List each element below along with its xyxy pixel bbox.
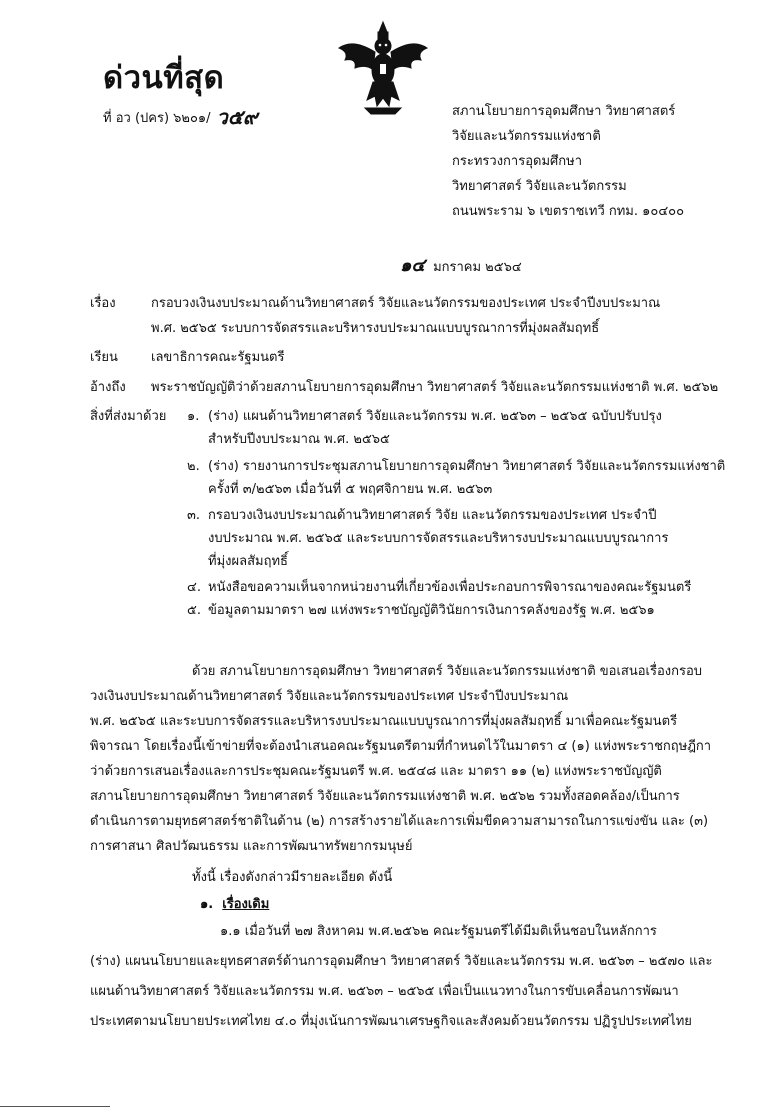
body-line: พ.ศ. ๒๕๖๕ และระบบการจัดสรรและบริหารงบประมาณแบบบูรณาการที่มุ่งผลสัมฤทธิ์ มาเพื่อคณะรัฐมนตรี: [90, 714, 678, 729]
document-number: [103, 99, 258, 131]
enclosure-line: (ร่าง) แผนด้านวิทยาศาสตร์ วิจัยและนวัตกรรม พ.ศ. ๒๕๖๓ – ๒๕๖๕ ฉบับปรับปรุง: [208, 409, 662, 424]
addressee: เลขาธิการคณะรัฐมนตรี: [151, 350, 285, 365]
enclosure-line: ครั้งที่ ๓/๒๕๖๓ เมื่อวันที่ ๕ พฤศจิกายน พ.ศ. ๒๕๖๓: [208, 482, 493, 497]
date-month-year: มกราคม ๒๕๖๔: [433, 260, 522, 275]
enclosure-line: ที่มุ่งผลสัมฤทธิ์: [208, 554, 288, 569]
subject-line: พ.ศ. ๒๕๖๕ ระบบการจัดสรรและบริหารงบประมาณแบบบูรณาการที่มุ่งผลสัมฤทธิ์: [151, 321, 600, 336]
subject-label: เรื่อง: [90, 296, 116, 311]
sender-address-line: ถนนพระราม ๖ เขตราชเทวี กทม. ๑๐๔๐๐: [452, 204, 685, 219]
enclosure-line: กรอบวงเงินงบประมาณด้านวิทยาศาสตร์ วิจัย และนวัตกรรมของประเทศ ประจำปี: [208, 508, 657, 523]
body-line: (ร่าง) แผนนโยบายและยุทธศาสตร์ด้านการอุดมศึกษา วิทยาศาสตร์ วิจัยและนวัตกรรม พ.ศ. ๒๕๖๓ – ๒๕๗๐ และ: [90, 954, 713, 969]
enclosure-number: ๒.: [187, 459, 200, 474]
document-number-handwritten: ว๕๙: [216, 105, 258, 129]
enclosure-line: สำหรับปีงบประมาณ พ.ศ. ๒๕๖๕: [208, 432, 390, 447]
addressee-label: เรียน: [90, 350, 118, 365]
enclosure-number: ๕.: [187, 603, 201, 618]
body-line: ด้วย สภานโยบายการอุดมศึกษา วิทยาศาสตร์ วิจัยและนวัตกรรมแห่งชาติ ขอเสนอเรื่องกรอบ: [192, 664, 703, 679]
page-divider: [0, 1106, 110, 1107]
reference-label: อ้างถึง: [90, 380, 126, 395]
enclosure-number: ๓.: [187, 508, 201, 523]
body-line: วงเงินงบประมาณด้านวิทยาศาสตร์ วิจัยและนวัตกรรมของประเทศ ประจำปีงบประมาณ: [90, 689, 569, 704]
enclosures-label: สิ่งที่ส่งมาด้วย: [90, 409, 167, 424]
enclosure-number: ๑.: [187, 409, 200, 424]
body-line: ๑.๑ เมื่อวันที่ ๒๗ สิงหาคม พ.ศ.๒๕๖๒ คณะรัฐมนตรีได้มีมติเห็นชอบในหลักการ: [220, 924, 657, 939]
subject-line: กรอบวงเงินงบประมาณด้านวิทยาศาสตร์ วิจัยและนวัตกรรมของประเทศ ประจำปีงบประมาณ: [151, 296, 661, 311]
body-line: พิจารณา โดยเรื่องนี้เข้าข่ายที่จะต้องนำเสนอคณะรัฐมนตรีตามที่กำหนดไว้ในมาตรา ๔ (๑) แห่งพระราชกฤษฎีกา: [90, 739, 712, 754]
body-line: การศาสนา ศิลปวัฒนธรรม และการพัฒนาทรัพยากรมนุษย์: [90, 839, 413, 854]
enclosure-line: ข้อมูลตามมาตรา ๒๗ แห่งพระราชบัญญัติวินัยการเงินการคลังของรัฐ พ.ศ. ๒๕๖๑: [208, 603, 655, 618]
enclosure-line: (ร่าง) รายงานการประชุมสภานโยบายการอุดมศึกษา วิทยาศาสตร์ วิจัยและนวัตกรรมแห่งชาติ: [208, 459, 726, 474]
sender-address-line: วิทยาศาสตร์ วิจัยและนวัตกรรม: [452, 179, 627, 194]
sender-address-line: สภานโยบายการอุดมศึกษา วิทยาศาสตร์: [452, 104, 676, 119]
document-number-prefix: ที่ อว (ปคร) ๖๒๐๑/: [103, 111, 211, 126]
enclosure-number: ๔.: [187, 580, 201, 595]
enclosure-line: งบประมาณ พ.ศ. ๒๕๖๕ และระบบการจัดสรรและบริหารงบประมาณแบบบูรณาการ: [208, 531, 669, 546]
section-number: ๑.: [200, 897, 214, 912]
detail-intro: ทั้งนี้ เรื่องดังกล่าวมีรายละเอียด ดังนี้: [192, 870, 393, 885]
garuda-emblem-icon: [333, 18, 433, 118]
enclosure-line: หนังสือขอความเห็นจากหน่วยงานที่เกี่ยวข้องเพื่อประกอบการพิจารณาของคณะรัฐมนตรี: [208, 580, 692, 595]
body-line: ว่าด้วยการเสนอเรื่องและการประชุมคณะรัฐมนตรี พ.ศ. ๒๕๔๘ และ มาตรา ๑๑ (๒) แห่งพระราชบัญญัติ: [90, 764, 662, 779]
section-title: เรื่องเดิม: [222, 897, 270, 912]
reference: พระราชบัญญัติว่าด้วยสภานโยบายการอุดมศึกษา วิทยาศาสตร์ วิจัยและนวัตกรรมแห่งชาติ พ.ศ. ๒๕๖๒: [151, 380, 719, 395]
sender-address-line: วิจัยและนวัตกรรมแห่งชาติ: [452, 129, 601, 144]
body-line: สภานโยบายการอุดมศึกษา วิทยาศาสตร์ วิจัยและนวัตกรรมแห่งชาติ พ.ศ. ๒๕๖๒ รวมทั้งสอดคล้อง/เป็นการ: [90, 789, 680, 804]
section-heading: [200, 893, 269, 914]
date-day-handwritten: ๑๔: [400, 255, 426, 276]
urgency-heading: ด่วนที่สุด: [103, 60, 225, 96]
document-date: [400, 250, 522, 279]
sender-address-line: กระทรวงการอุดมศึกษา: [452, 154, 582, 169]
body-line: แผนด้านวิทยาศาสตร์ วิจัยและนวัตกรรม พ.ศ. ๒๕๖๓ – ๒๕๖๕ เพื่อเป็นแนวทางในการขับเคลื่อนการพัฒนา: [90, 984, 679, 999]
body-line: ประเทศตามนโยบายประเทศไทย ๔.๐ ที่มุ่งเน้นการพัฒนาเศรษฐกิจและสังคมด้วยนวัตกรรม ปฏิรูปประเทศไทย: [90, 1014, 692, 1029]
body-line: ดำเนินการตามยุทธศาสตร์ชาติในด้าน (๒) การสร้างรายได้และการเพิ่มขีดความสามารถในการแข่งขัน และ (๓): [90, 814, 709, 829]
